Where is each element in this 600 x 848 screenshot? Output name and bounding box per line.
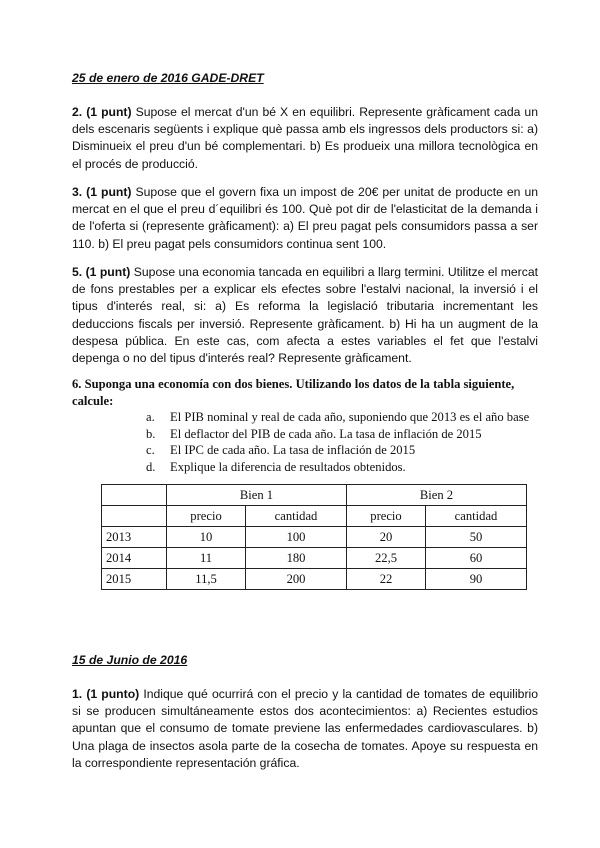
table-cell: 11,5 <box>167 569 246 590</box>
table-row <box>102 527 527 548</box>
item-marker: d. <box>146 459 156 474</box>
table-row <box>102 548 527 569</box>
table-cell: 100 <box>246 527 347 548</box>
table-subheader: precio <box>167 506 246 527</box>
section-heading-june: 15 de Junio de 2016 <box>72 653 188 667</box>
question-6-item <box>146 459 552 476</box>
question-6 <box>72 376 552 475</box>
question-6-item <box>146 426 552 443</box>
table-cell: 180 <box>246 548 347 569</box>
table-cell: 200 <box>246 569 347 590</box>
table-corner-cell <box>102 506 167 527</box>
table-cell: 90 <box>426 569 527 590</box>
table-cell: 11 <box>167 548 246 569</box>
table-header-row <box>102 485 527 506</box>
item-text: El deflactor del PIB de cada año. La tasa de inflación de 2015 <box>170 426 482 441</box>
table-good-header: Bien 2 <box>346 485 526 506</box>
table-cell: 60 <box>426 548 527 569</box>
question-1-june <box>72 686 538 772</box>
question-1-label: 1. (1 punto) <box>72 687 140 701</box>
item-text: El PIB nominal y real de cada año, suponiendo que 2013 es el año base <box>170 410 530 424</box>
item-marker: b. <box>146 426 156 441</box>
table-cell: 50 <box>426 527 527 548</box>
question-2-text: Supose el mercat d'un bé X en equilibri. Represente gràficament cada un dels escenaris següents i explique què passa amb els ingressos dels productors si: a) Disminueix el preu d'un bé complementari. b) Es produeix una millora tecnològica en el procés de producció. <box>72 105 538 171</box>
item-text: El IPC de cada año. La tasa de inflación de 2015 <box>170 443 416 457</box>
question-5 <box>72 264 538 367</box>
question-3-label: 3. (1 punt) <box>72 185 132 199</box>
question-6-item <box>146 409 552 426</box>
item-text: Explique la diferencia de resultados obtenidos. <box>170 459 406 474</box>
table-cell: 10 <box>167 527 246 548</box>
item-marker: a. <box>146 410 155 424</box>
question-3-text: Supose que el govern fixa un impost de 20€ per unitat de producte en un mercat en el que el preu d´equilibri és 100. Què pot dir de l'elasticitat de la demanda i de l'oferta si (represente gràficament): a) El preu pagat pels consumidors passa a ser 110. b) El preu pagat pels consumidors continua sent 100. <box>72 185 539 251</box>
table-subheader: cantidad <box>246 506 347 527</box>
table-corner-cell <box>102 485 167 506</box>
table-subheader-row <box>102 506 527 527</box>
table-cell-year: 2014 <box>102 548 167 569</box>
table-cell: 22,5 <box>346 548 425 569</box>
table-cell-year: 2013 <box>102 527 167 548</box>
question-6-items <box>72 409 552 475</box>
table-good-header: Bien 1 <box>167 485 347 506</box>
question-5-label: 5. (1 punt) <box>72 265 131 279</box>
table-cell: 20 <box>346 527 425 548</box>
question-6-item <box>146 442 552 459</box>
section-heading-january: 25 de enero de 2016 GADE-DRET <box>72 71 264 85</box>
table-cell: 22 <box>346 569 425 590</box>
table-subheader: cantidad <box>426 506 527 527</box>
table-row <box>102 569 527 590</box>
question-1-text: Indique qué ocurrirá con el precio y la cantidad de tomates de equilibrio si se producen simultáneamente estos dos acontecimientos: a) Recientes estudios apuntan que el consumo de tomate previene las enfermedades cardiovasculares. b) Una plaga de insectos asola parte de la cosecha de tomates. Apoye su respuesta en la correspondiente representación gráfica. <box>72 687 538 770</box>
question-3 <box>72 184 538 253</box>
question-2-label: 2. (1 punt) <box>72 105 132 119</box>
goods-table <box>101 484 527 590</box>
question-2 <box>72 104 538 173</box>
item-marker: c. <box>146 443 155 457</box>
question-6-title: 6. Suponga una economía con dos bienes. Utilizando los datos de la tabla siguiente, calcule: <box>72 377 515 408</box>
question-5-text: Supose una economia tancada en equilibri a llarg termini. Utilitze el mercat de fons prestables per a explicar els efectes sobre l'estalvi nacional, la inversió i el tipus d'interés real, si: a) Es reforma la legislació tributaria incrementant les deduccions fiscals per inversió. Represente gràficament. b) Hi ha un augment de la despesa pública. En este cas, com afecta a estes variables el fet que l'estalvi depenga o no del tipus d'interés real? Represente gràficament. <box>72 265 539 366</box>
table-cell-year: 2015 <box>102 569 167 590</box>
table-subheader: precio <box>346 506 425 527</box>
